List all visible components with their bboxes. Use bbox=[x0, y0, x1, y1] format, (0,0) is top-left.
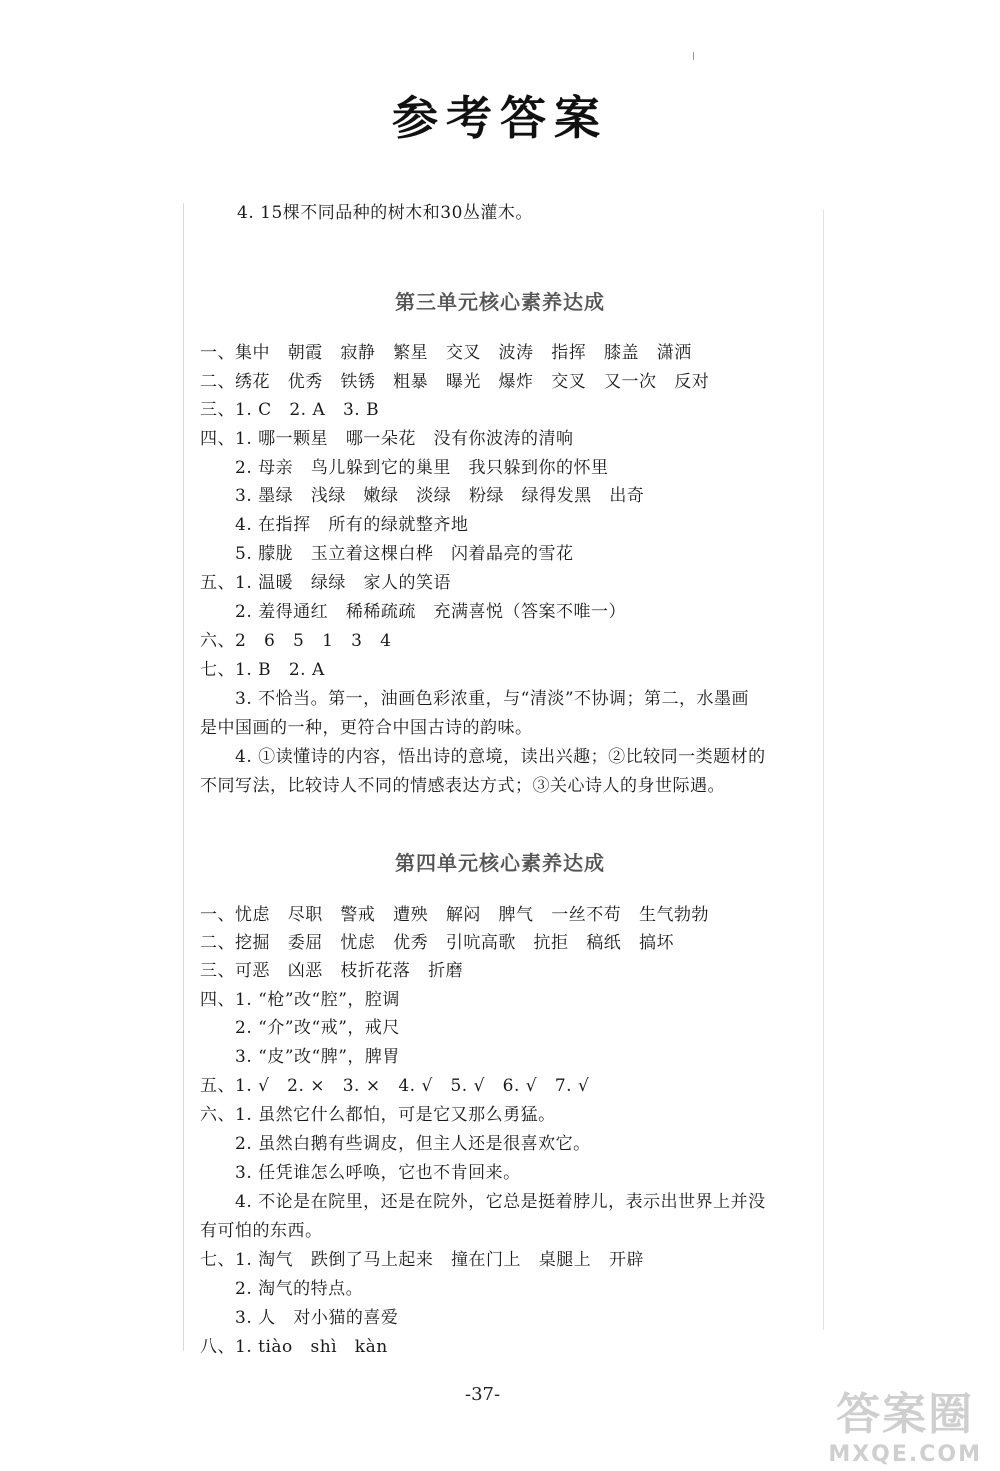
s3-answer-1: 一、集中 朝霞 寂静 繁星 交叉 波涛 指挥 膝盖 潇洒 bbox=[200, 343, 692, 363]
site-watermark-logo bbox=[828, 1378, 982, 1467]
s3-answer-4-2: 2. 母亲 鸟儿躲到它的巢里 我只躲到你的怀里 bbox=[235, 458, 609, 478]
s4-answer-6-4a: 4. 不论是在院里，还是在院外，它总是挺着脖儿，表示出世界上并没 bbox=[235, 1192, 766, 1212]
s4-answer-1: 一、忧虑 尽职 警戒 遭殃 解闷 脾气 一丝不苟 生气勃勃 bbox=[200, 905, 709, 925]
page-number: -37- bbox=[465, 1384, 501, 1405]
section-4-title: 第四单元核心素养达成 bbox=[395, 851, 605, 875]
s3-answer-4-3: 3. 墨绿 浅绿 嫩绿 淡绿 粉绿 绿得发黑 出奇 bbox=[235, 486, 645, 506]
s4-answer-4-1: 四、1. “枪”改“腔”，腔调 bbox=[200, 990, 400, 1010]
s3-answer-7-3a: 3. 不恰当。第一，油画色彩浓重，与“清淡”不协调；第二，水墨画 bbox=[235, 689, 750, 709]
s4-answer-8-1: 八、1. tiào shì kàn bbox=[200, 1337, 388, 1357]
section-3-title: 第三单元核心素养达成 bbox=[395, 290, 605, 314]
s3-answer-7-4a: 4. ①读懂诗的内容，悟出诗的意境，读出兴趣；②比较同一类题材的 bbox=[235, 747, 766, 767]
page-frame-left-border bbox=[183, 203, 184, 1351]
s4-answer-7-1: 七、1. 淘气 跌倒了马上起来 撞在门上 桌腿上 开辟 bbox=[200, 1250, 644, 1270]
s4-answer-6-2: 2. 虽然白鹅有些调皮，但主人还是很喜欢它。 bbox=[235, 1134, 591, 1154]
s4-answer-6-1: 六、1. 虽然它什么都怕，可是它又那么勇猛。 bbox=[200, 1105, 556, 1125]
s3-answer-5-2: 2. 羞得通红 稀稀疏疏 充满喜悦（答案不唯一） bbox=[235, 602, 627, 622]
s4-answer-3: 三、可恶 凶恶 枝折花落 折磨 bbox=[200, 961, 464, 981]
s4-answer-5: 五、1. √ 2. × 3. × 4. √ 5. √ 6. √ 7. √ bbox=[200, 1076, 590, 1096]
s3-answer-7-1: 七、1. B 2. A bbox=[200, 660, 325, 680]
s3-answer-6: 六、2 6 5 1 3 4 bbox=[200, 631, 392, 651]
s3-answer-3: 三、1. C 2. A 3. B bbox=[200, 400, 380, 420]
s3-answer-7-4b: 不同写法，比较诗人不同的情感表达方式；③关心诗人的身世际遇。 bbox=[200, 776, 725, 796]
s4-answer-7-3: 3. 人 对小猫的喜爱 bbox=[235, 1308, 399, 1328]
s4-answer-4-3: 3. “皮”改“脾”，脾胃 bbox=[235, 1047, 400, 1067]
s4-answer-7-2: 2. 淘气的特点。 bbox=[235, 1279, 364, 1299]
page-title: 参考答案 bbox=[392, 91, 608, 145]
s4-answer-6-4b: 有可怕的东西。 bbox=[200, 1221, 323, 1241]
intro-answer-line: 4. 15棵不同品种的树木和30丛灌木。 bbox=[237, 203, 533, 223]
s4-answer-4-2: 2. “介”改“戒”，戒尺 bbox=[235, 1018, 400, 1038]
s3-answer-4-4: 4. 在指挥 所有的绿就整齐地 bbox=[235, 515, 469, 535]
s3-answer-2: 二、绣花 优秀 铁锈 粗暴 曝光 爆炸 交叉 又一次 反对 bbox=[200, 372, 710, 392]
s4-answer-6-3: 3. 任凭谁怎么呼唤，它也不肯回来。 bbox=[235, 1163, 521, 1183]
page-frame-right-border bbox=[823, 210, 824, 1330]
scan-mark bbox=[693, 52, 694, 60]
s3-answer-7-3b: 是中国画的一种，更符合中国古诗的韵味。 bbox=[200, 718, 533, 738]
watermark-url: MXQE.COM bbox=[828, 1442, 982, 1467]
s3-answer-4-1: 四、1. 哪一颗星 哪一朵花 没有你波涛的清响 bbox=[200, 429, 574, 449]
s3-answer-5-1: 五、1. 温暖 绿绿 家人的笑语 bbox=[200, 573, 452, 593]
s3-answer-4-5: 5. 朦胧 玉立着这棵白桦 闪着晶亮的雪花 bbox=[235, 544, 574, 564]
watermark-logo-text: 答案圈 bbox=[836, 1389, 975, 1440]
s4-answer-2: 二、挖掘 委屈 忧虑 优秀 引吭高歌 抗拒 稿纸 搞坏 bbox=[200, 933, 674, 953]
